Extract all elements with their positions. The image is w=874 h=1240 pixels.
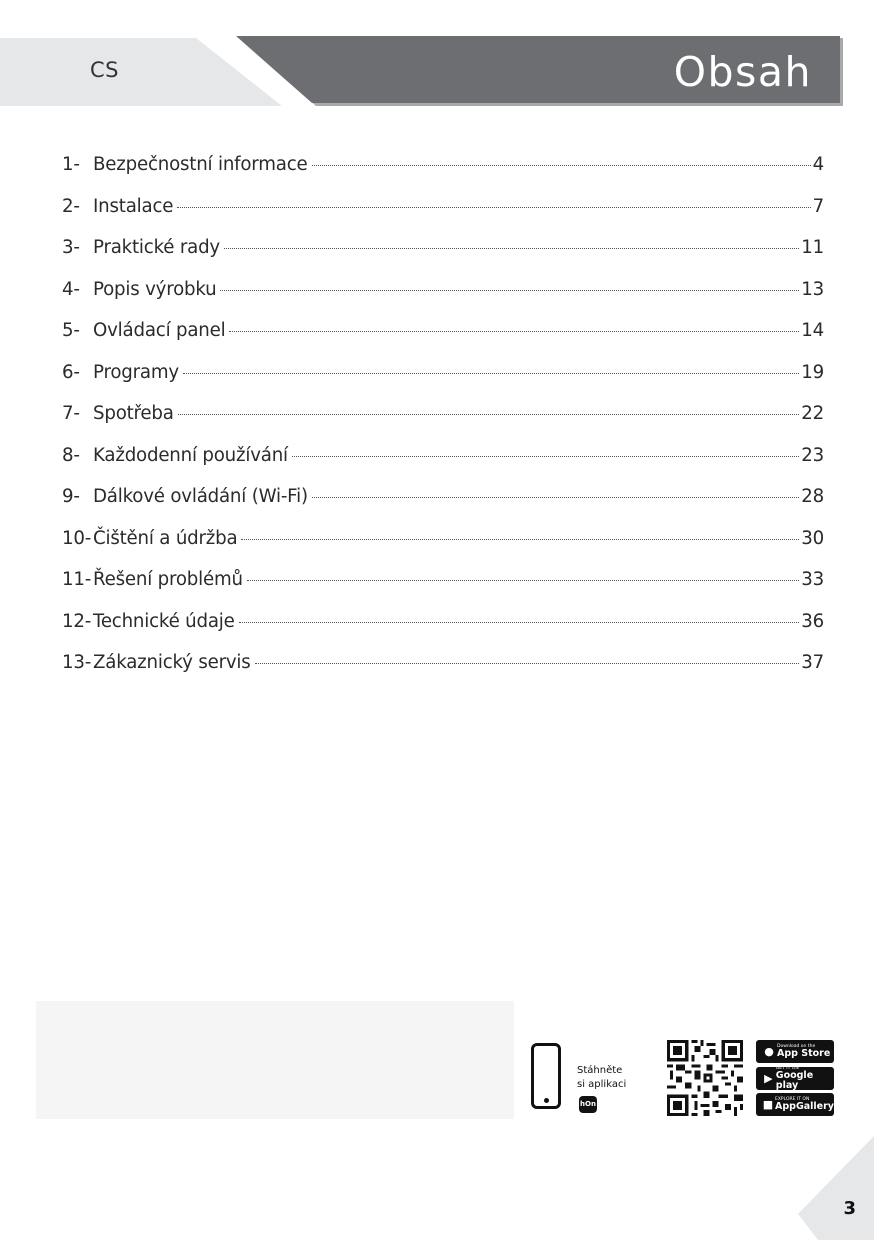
toc-entry-page: 19: [801, 361, 824, 383]
download-app-text: [577, 1064, 626, 1092]
appgallery-name: AppGallery: [775, 1101, 834, 1112]
toc-leader-dots: [177, 207, 810, 208]
hon-app-logo: hOn: [579, 1096, 597, 1113]
toc-leader-dots: [241, 539, 799, 540]
appgallery-badge[interactable]: [756, 1093, 834, 1116]
toc-entry-page: 37: [801, 652, 824, 673]
app-store-caption: Download on the: [777, 1043, 816, 1049]
toc-leader-dots: [247, 580, 799, 581]
download-app-line1: Stáhněte: [577, 1065, 623, 1076]
toc-entry-title: Čištění a údržba: [93, 527, 238, 549]
toc-entry-title: Programy: [93, 361, 179, 383]
page-title: Obsah: [673, 48, 812, 96]
toc-entry-page: 14: [801, 320, 824, 341]
toc-entry-number: 4-: [62, 278, 80, 300]
huawei-icon: ■: [762, 1098, 774, 1111]
toc-entry-title: Zákaznický servis: [93, 652, 251, 673]
toc-entry-number: 6-: [62, 361, 80, 383]
toc-leader-dots: [220, 290, 799, 291]
toc-entry[interactable]: [62, 154, 824, 196]
toc-entry-page: 28: [801, 486, 824, 507]
toc-entry-title: Instalace: [93, 195, 174, 217]
toc-entry[interactable]: [62, 237, 824, 279]
page-corner-shape: [798, 1136, 874, 1240]
toc-leader-dots: [183, 373, 799, 374]
download-app-line2: si aplikaci: [577, 1079, 627, 1090]
toc-entry-number: 5-: [62, 320, 80, 341]
toc-entry-title: Řešení problémů: [93, 569, 243, 590]
phone-home-button: [544, 1098, 549, 1103]
apple-icon: ●: [764, 1045, 774, 1058]
toc-entry-number: 8-: [62, 444, 80, 466]
toc-entry-number: 10-: [62, 527, 92, 549]
toc-entry-page: 36: [801, 610, 824, 632]
app-store-name: App Store: [777, 1048, 831, 1059]
toc-entry-number: 11-: [62, 569, 92, 590]
toc-entry[interactable]: [62, 486, 824, 528]
toc-entry-page: 30: [801, 527, 824, 549]
toc-leader-dots: [178, 414, 800, 415]
appgallery-caption: EXPLORE IT ON: [775, 1096, 810, 1102]
toc-leader-dots: [312, 497, 799, 498]
toc-entry-page: 33: [801, 569, 824, 590]
toc-entry[interactable]: [62, 445, 824, 487]
toc-entry-title: Dálkové ovládání (Wi-Fi): [93, 486, 308, 507]
toc-entry-title: Praktické rady: [93, 237, 220, 258]
smartphone-icon: [531, 1043, 561, 1109]
app-store-badge[interactable]: [756, 1040, 834, 1063]
google-play-badge[interactable]: [756, 1067, 834, 1090]
language-code: CS: [90, 58, 119, 82]
app-promo-panel: [36, 1001, 514, 1119]
toc-entry[interactable]: [62, 528, 824, 570]
language-tab-shape: [0, 38, 282, 106]
toc-entry-number: 9-: [62, 486, 80, 507]
toc-entry[interactable]: [62, 196, 824, 238]
toc-leader-dots: [312, 165, 811, 166]
toc-entry[interactable]: [62, 569, 824, 611]
toc-entry-number: 3-: [62, 237, 80, 258]
qr-code[interactable]: [667, 1040, 743, 1116]
toc-entry-page: 22: [801, 403, 824, 424]
toc-entry[interactable]: [62, 362, 824, 404]
toc-entry-number: 13-: [62, 652, 92, 673]
toc-entry[interactable]: [62, 279, 824, 321]
toc-entry-number: 7-: [62, 403, 80, 424]
toc-entry-title: Ovládací panel: [93, 320, 226, 341]
toc-entry-number: 1-: [62, 154, 80, 175]
toc-entry-title: Spotřeba: [93, 403, 174, 424]
page-number: 3: [843, 1198, 856, 1219]
toc-entry[interactable]: [62, 320, 824, 362]
toc-leader-dots: [255, 663, 800, 664]
table-of-contents: [62, 154, 824, 694]
toc-leader-dots: [239, 622, 800, 623]
toc-entry[interactable]: [62, 611, 824, 653]
toc-entry-number: 2-: [62, 195, 80, 217]
toc-entry-number: 12-: [62, 610, 92, 632]
google-play-icon: ▶: [764, 1072, 773, 1085]
google-play-caption: GET IT ON: [775, 1065, 799, 1071]
toc-entry-title: Popis výrobku: [93, 278, 217, 300]
google-play-name: Google play: [775, 1070, 814, 1091]
toc-leader-dots: [224, 248, 799, 249]
toc-entry-page: 23: [801, 444, 824, 466]
toc-leader-dots: [292, 456, 799, 457]
toc-entry-title: Technické údaje: [93, 610, 235, 632]
toc-entry-page: 7: [812, 195, 824, 217]
page-corner-tab: [790, 1130, 874, 1240]
toc-entry[interactable]: [62, 403, 824, 445]
toc-leader-dots: [229, 331, 799, 332]
toc-entry-page: 4: [812, 154, 824, 175]
toc-entry-page: 13: [801, 278, 824, 300]
toc-entry-title: Bezpečnostní informace: [93, 154, 308, 175]
toc-entry-title: Každodenní používání: [93, 444, 288, 466]
toc-entry-page: 11: [801, 237, 824, 258]
toc-entry[interactable]: [62, 652, 824, 694]
